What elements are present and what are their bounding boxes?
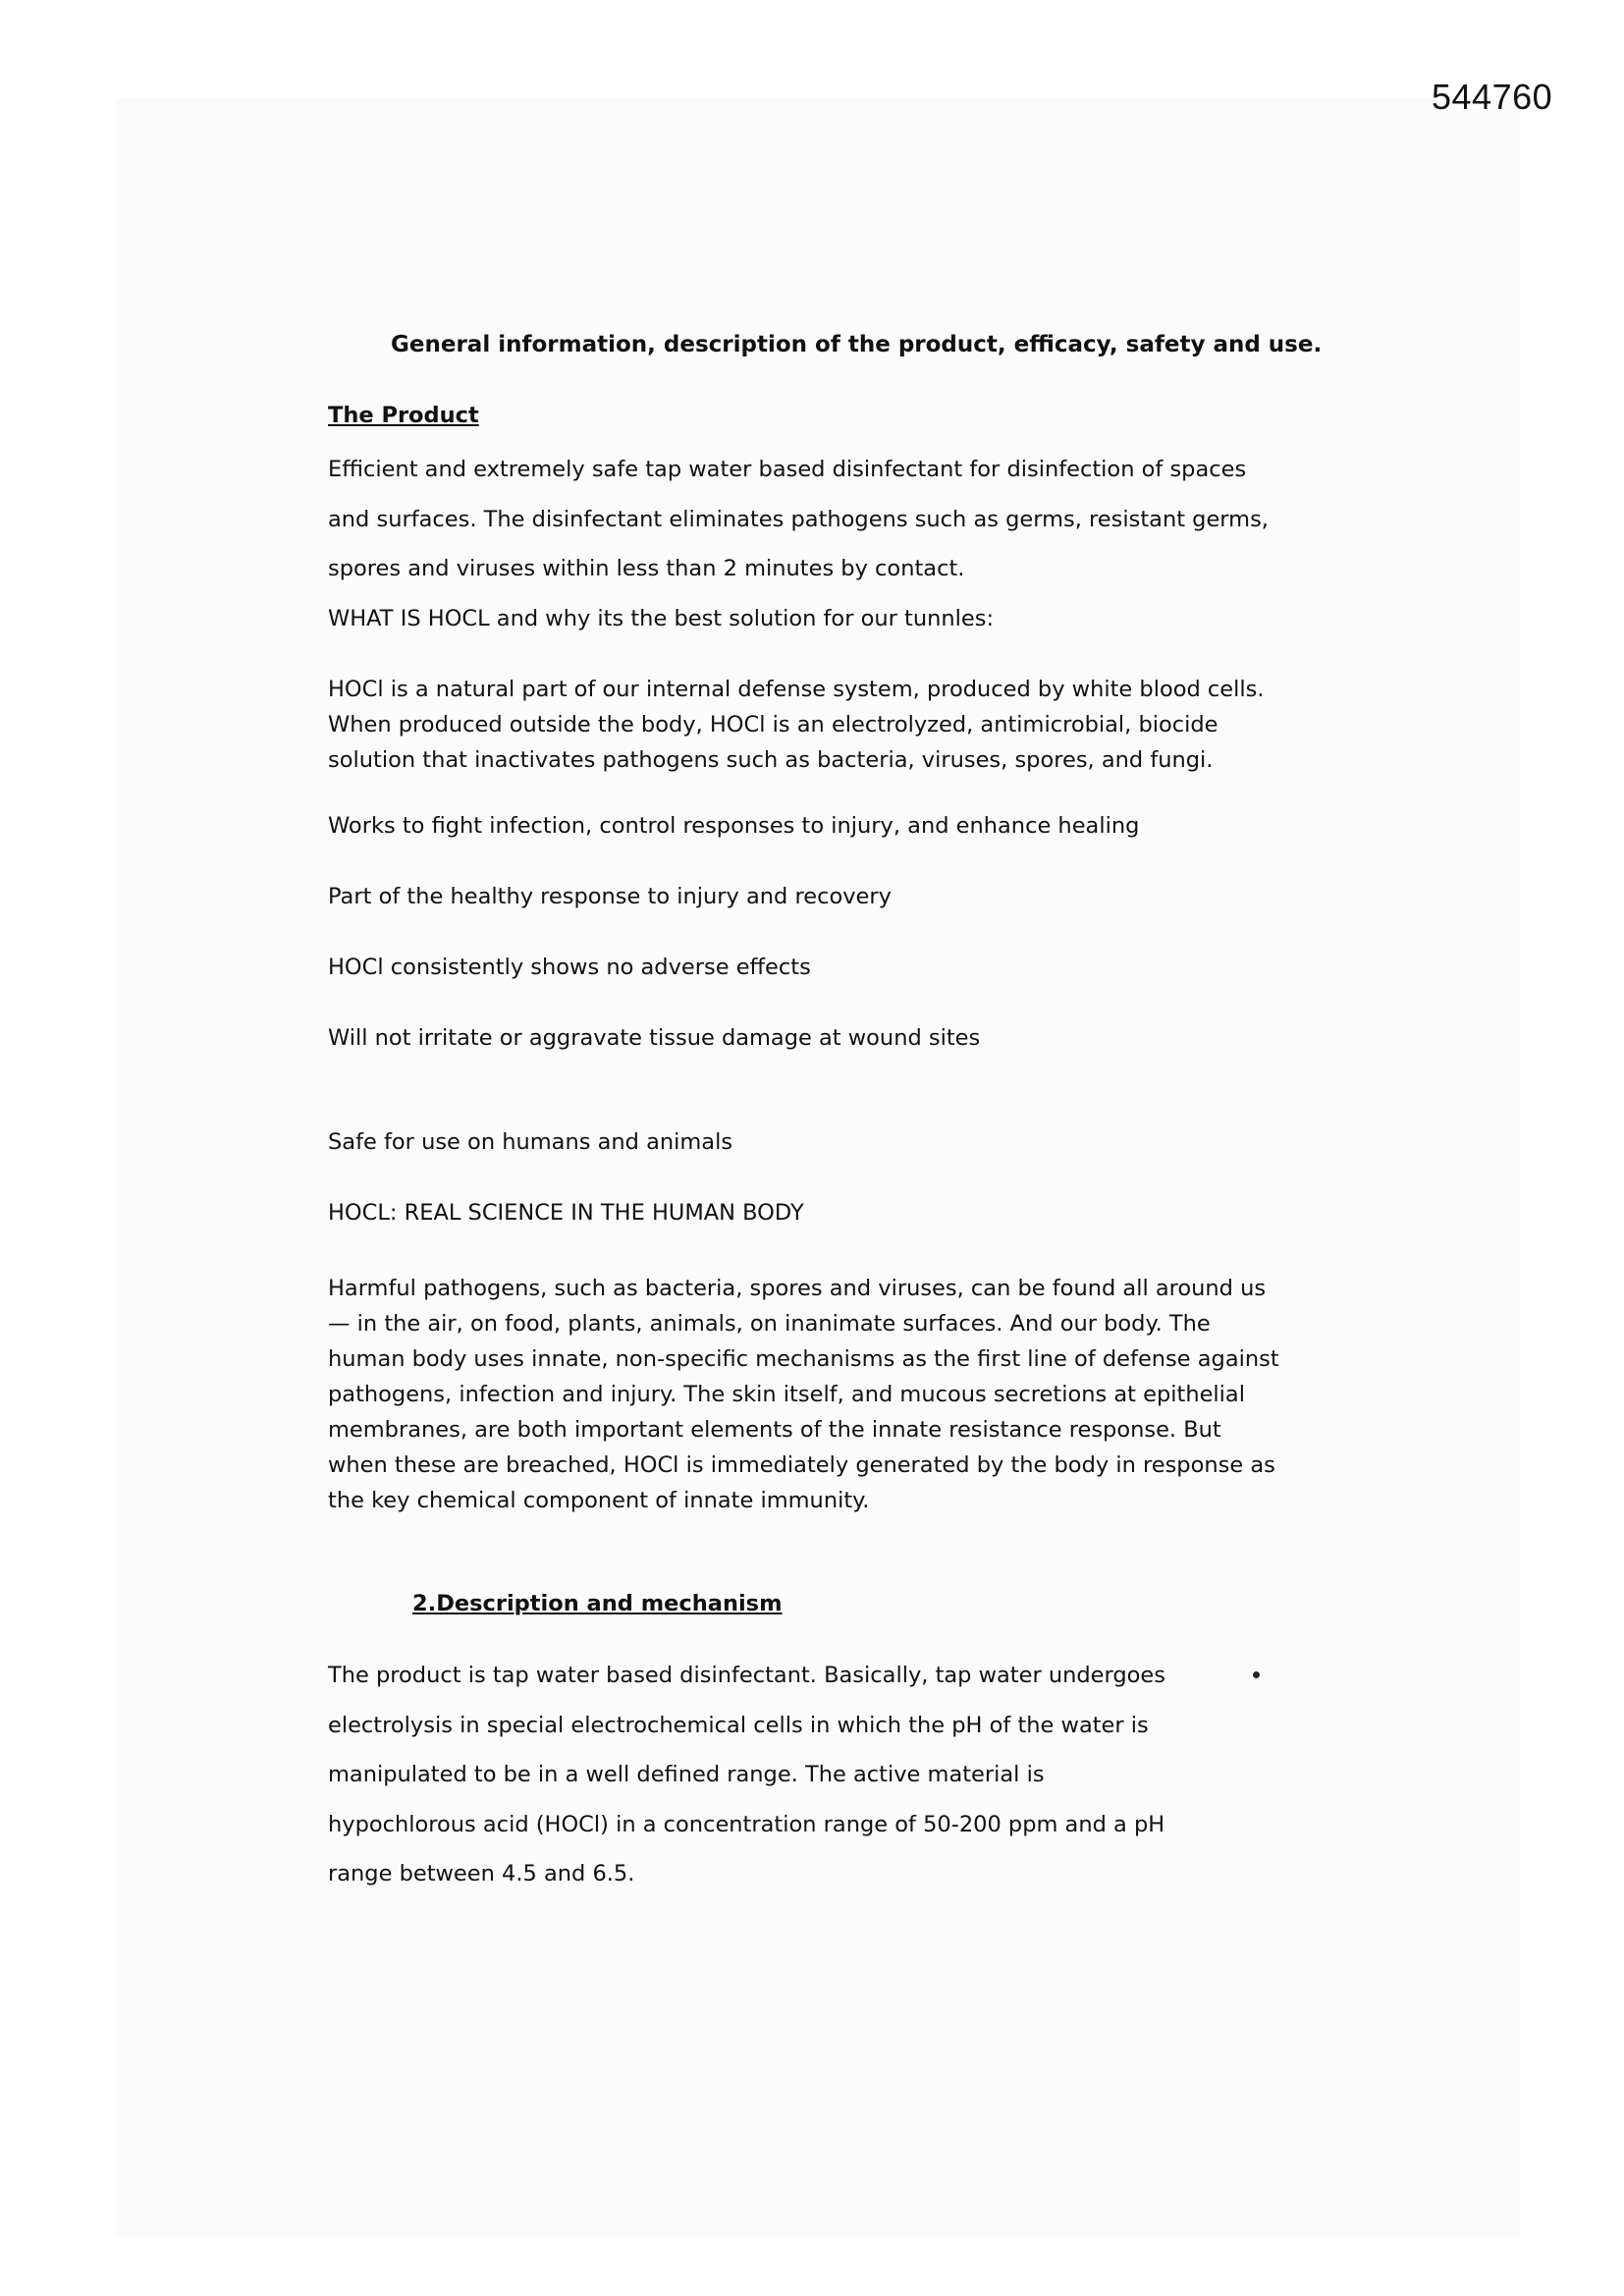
product-paragraph xyxy=(328,452,1269,650)
benefit-item: Part of the healthy response to injury and recovery xyxy=(328,884,892,909)
hocl-intro-line: When produced outside the body, HOCl is an electrolyzed, antimicrobial, biocide xyxy=(328,712,1218,738)
product-heading: The Product xyxy=(328,403,479,428)
hocl-intro-line: HOCl is a natural part of our internal defense system, produced by white blood cells. xyxy=(328,677,1265,702)
science-line: membranes, are both important elements of the innate resistance response. But xyxy=(328,1417,1221,1443)
description-line: The product is tap water based disinfectant. Basically, tap water undergoes xyxy=(328,1663,1165,1688)
description-heading: 2.Description and mechanism xyxy=(412,1591,783,1616)
document-title: General information, description of the product, efficacy, safety and use. xyxy=(391,332,1323,357)
science-heading: HOCL: REAL SCIENCE IN THE HUMAN BODY xyxy=(328,1200,804,1226)
description-line: electrolysis in special electrochemical cells in which the pH of the water is xyxy=(328,1712,1149,1738)
science-line: pathogens, infection and injury. The skin itself, and mucous secretions at epithelial xyxy=(328,1382,1245,1407)
science-paragraph xyxy=(328,1271,1279,1518)
description-line: range between 4.5 and 6.5. xyxy=(328,1861,635,1886)
benefit-item: Will not irritate or aggravate tissue damage at wound sites xyxy=(328,1025,981,1051)
product-line: spores and viruses within less than 2 minutes by contact. xyxy=(328,556,965,581)
description-paragraph xyxy=(328,1658,1165,1906)
science-line: the key chemical component of innate immunity. xyxy=(328,1488,870,1513)
document-number: 544760 xyxy=(1432,77,1553,117)
benefit-item: HOCl consistently shows no adverse effects xyxy=(328,955,811,980)
product-line: and surfaces. The disinfectant eliminates pathogens such as germs, resistant germs, xyxy=(328,506,1269,532)
science-line: when these are breached, HOCl is immediately generated by the body in response as xyxy=(328,1452,1275,1478)
product-line: WHAT IS HOCL and why its the best solution for our tunnles: xyxy=(328,605,995,631)
scan-background xyxy=(116,98,1520,2239)
hocl-intro-paragraph xyxy=(328,672,1265,778)
science-line: Harmful pathogens, such as bacteria, spores and viruses, can be found all around us xyxy=(328,1276,1267,1301)
description-line: manipulated to be in a well defined range. The active material is xyxy=(328,1762,1045,1787)
benefit-item: Safe for use on humans and animals xyxy=(328,1129,733,1155)
description-line: hypochlorous acid (HOCl) in a concentration range of 50-200 ppm and a pH xyxy=(328,1811,1165,1837)
science-line: human body uses innate, non-specific mechanisms as the first line of defense against xyxy=(328,1346,1279,1372)
hocl-intro-line: solution that inactivates pathogens such as bacteria, viruses, spores, and fungi. xyxy=(328,747,1214,773)
stray-bullet-dot xyxy=(1253,1671,1260,1678)
science-line: — in the air, on food, plants, animals, on inanimate surfaces. And our body. The xyxy=(328,1311,1211,1337)
product-line: Efficient and extremely safe tap water based disinfectant for disinfection of spaces xyxy=(328,457,1247,482)
benefit-item: Works to fight infection, control responses to injury, and enhance healing xyxy=(328,813,1140,839)
